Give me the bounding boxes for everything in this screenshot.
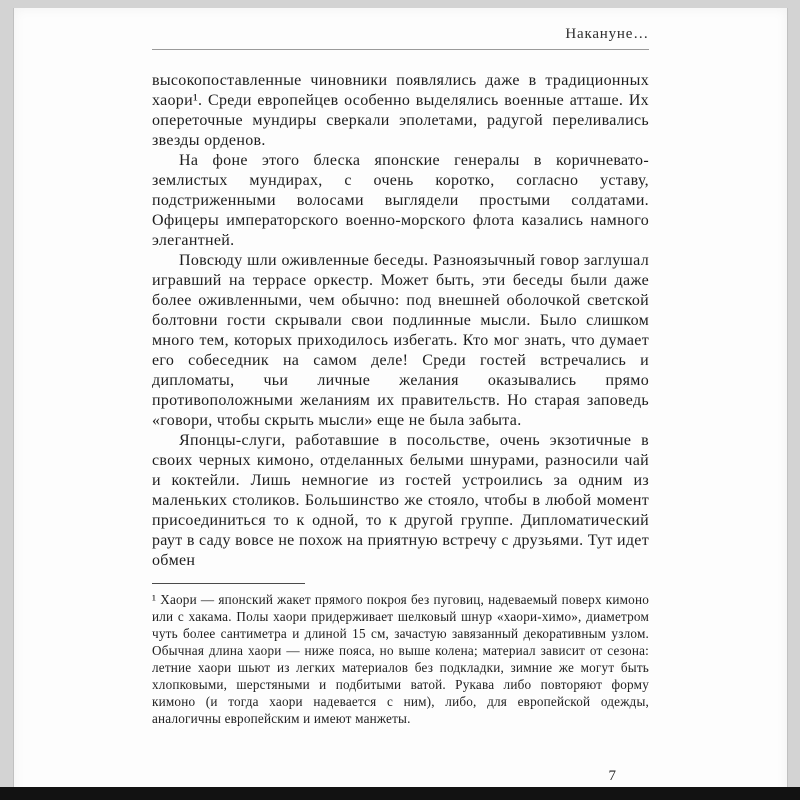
paragraph: Японцы-слуги, работавшие в посольстве, очень экзотичные в своих черных кимоно, отделанных белыми шнурами, разносили чай и коктейли. Лишь немногие из гостей устроились за одним из маленьких столиков. Большинство же стояло, чтобы в любой момент присоединиться то к одной, то к другой группе. Дипломатический раут в саду вовсе не похож на приятную встречу с друзьями. Тут идет обмен [152, 432, 649, 569]
paragraph-continuation: высокопоставленные чиновники появлялись даже в традиционных хаори¹. Среди европейцев особенно выделялись военные атташе. Их опереточные мундиры сверкали эполетами, радугой переливались звезды орденов. [152, 72, 649, 149]
page-number: 7 [608, 768, 616, 784]
chapter-title: Накануне… [565, 26, 649, 42]
footnote-text: ¹ Хаори — японский жакет прямого покроя без пуговиц, надеваемый поверх кимоно или с хакама. Полы хаори придерживает шелковый шнур «хаори-химо», диаметром чуть более сантиметра и длиной 15 см, зачастую завязанный декоративным узлом. Обычная длина хаори — ниже пояса, но выше колена; материал зависит от сезона: летние хаори шьют из легких материалов без подкладки, зимние же могут быть хлопковыми, шерстяными и подбитыми ватой. Рукава либо повторяют форму кимоно (и тогда хаори надевается с ним), либо, для европейской одежды, аналогичны европейским и имеют манжеты. [152, 592, 649, 726]
header-rule [152, 49, 649, 50]
running-head [152, 26, 649, 45]
scan-bottom-edge [0, 787, 800, 800]
body-text [152, 71, 649, 571]
book-page [13, 8, 788, 800]
footnote-rule [152, 583, 305, 584]
paragraph: На фоне этого блеска японские генералы в коричневато-землистых мундирах, с очень коротко, согласно уставу, подстриженными волосами выглядели простыми солдатами. Офицеры императорского военно-морского флота казались намного элегантней. [152, 152, 649, 249]
paragraph: Повсюду шли оживленные беседы. Разноязычный говор заглушал игравший на террасе оркестр. Может быть, эти беседы были даже более оживленными, чем обычно: под внешней оболочкой светской болтовни гости скрывали свои подлинные мысли. Было слишком много тем, которых приходилось избегать. Кто мог знать, что думает его собеседник на самом деле! Среди гостей встречались и дипломаты, чьи личные желания оказывались прямо противоположными желаниям их правительств. Но старая заповедь «говори, чтобы скрыть мысли» еще не была забыта. [152, 252, 649, 429]
text-column [152, 8, 649, 727]
